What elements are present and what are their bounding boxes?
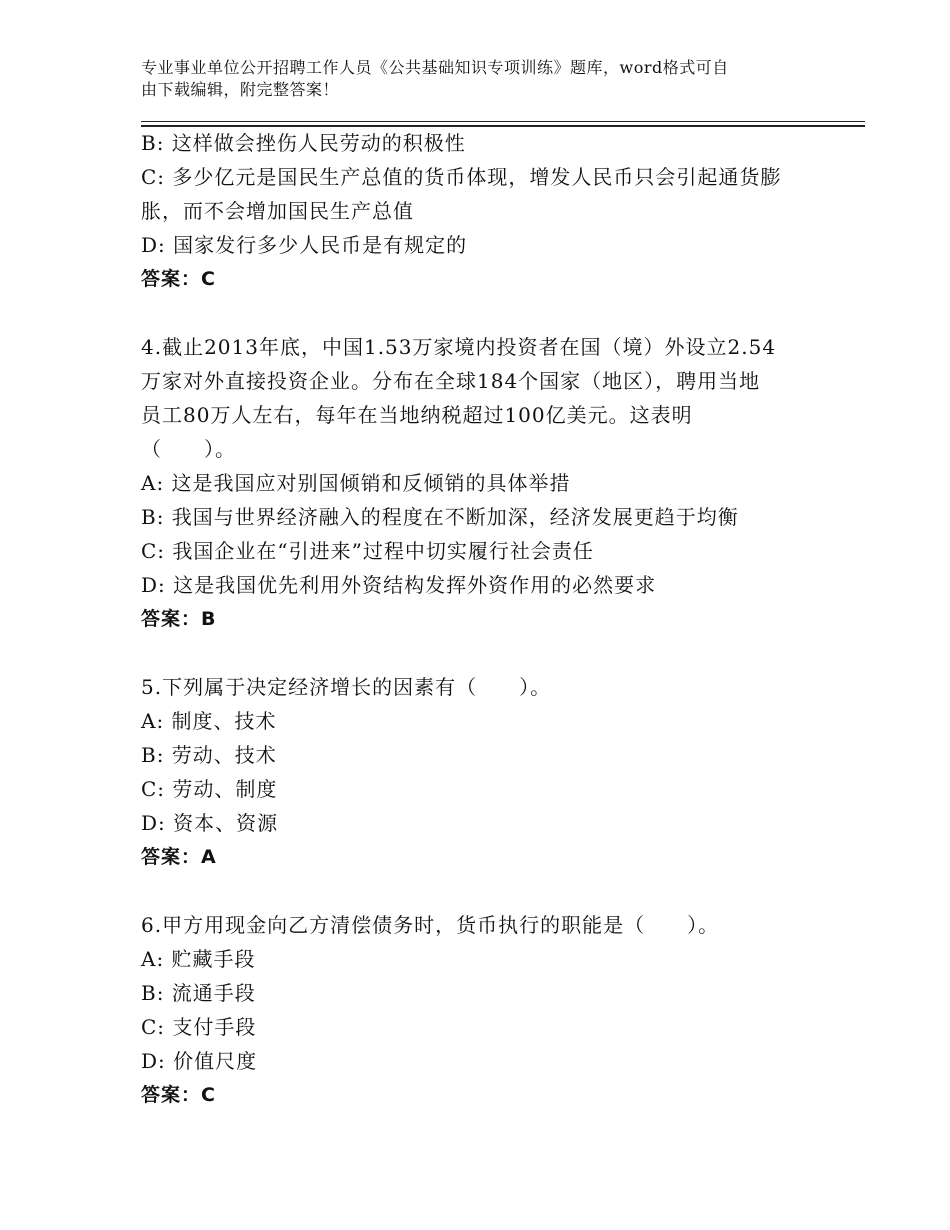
header-line-2: 由下载编辑，附完整答案！ [141, 80, 340, 99]
header-divider-thin [141, 121, 865, 122]
question-3-fragment [141, 126, 831, 296]
option-c: C: 支付手段 [141, 1015, 257, 1039]
question-stem: 5.下列属于决定经济增长的因素有（ ）。 [141, 675, 552, 699]
question-stem-blank: （ ）。 [141, 437, 236, 461]
answer: 答案：B [141, 608, 217, 630]
option-b: B: 劳动、技术 [141, 743, 277, 767]
option-b: B: 这样做会挫伤人民劳动的积极性 [141, 131, 466, 155]
question-stem-continued: 万家对外直接投资企业。分布在全球184个国家（地区），聘用当地 [141, 369, 761, 393]
page-header [141, 57, 821, 101]
option-d: D: 资本、资源 [141, 811, 279, 835]
answer: 答案：C [141, 1084, 216, 1106]
question-6 [141, 908, 831, 1112]
option-b: B: 流通手段 [141, 981, 256, 1005]
question-5 [141, 670, 831, 874]
option-a: A: 这是我国应对别国倾销和反倾销的具体举措 [141, 471, 571, 495]
option-c: C: 劳动、制度 [141, 777, 278, 801]
option-a: A: 制度、技术 [141, 709, 277, 733]
option-c-continued: 胀，而不会增加国民生产总值 [141, 199, 414, 223]
option-d: D: 价值尺度 [141, 1049, 258, 1073]
option-b: B: 我国与世界经济融入的程度在不断加深，经济发展更趋于均衡 [141, 505, 739, 529]
question-stem-continued: 员工80万人左右，每年在当地纳税超过100亿美元。这表明 [141, 403, 693, 427]
option-d: D: 这是我国优先利用外资结构发挥外资作用的必然要求 [141, 573, 657, 597]
question-stem: 6.甲方用现金向乙方清偿债务时，货币执行的职能是（ ）。 [141, 913, 720, 937]
option-d: D: 国家发行多少人民币是有规定的 [141, 233, 468, 257]
option-c: C: 多少亿元是国民生产总值的货币体现，增发人民币只会引起通货膨 [141, 165, 782, 189]
answer: 答案：A [141, 846, 217, 868]
question-4 [141, 330, 831, 636]
answer: 答案：C [141, 268, 216, 290]
question-stem: 4.截止2013年底，中国1.53万家境内投资者在国（境）外设立2.54 [141, 335, 777, 359]
option-a: A: 贮藏手段 [141, 947, 256, 971]
option-c: C: 我国企业在“引进来”过程中切实履行社会责任 [141, 539, 594, 563]
header-line-1: 专业事业单位公开招聘工作人员《公共基础知识专项训练》题库，word格式可自 [141, 58, 729, 77]
question-content [141, 126, 831, 1112]
